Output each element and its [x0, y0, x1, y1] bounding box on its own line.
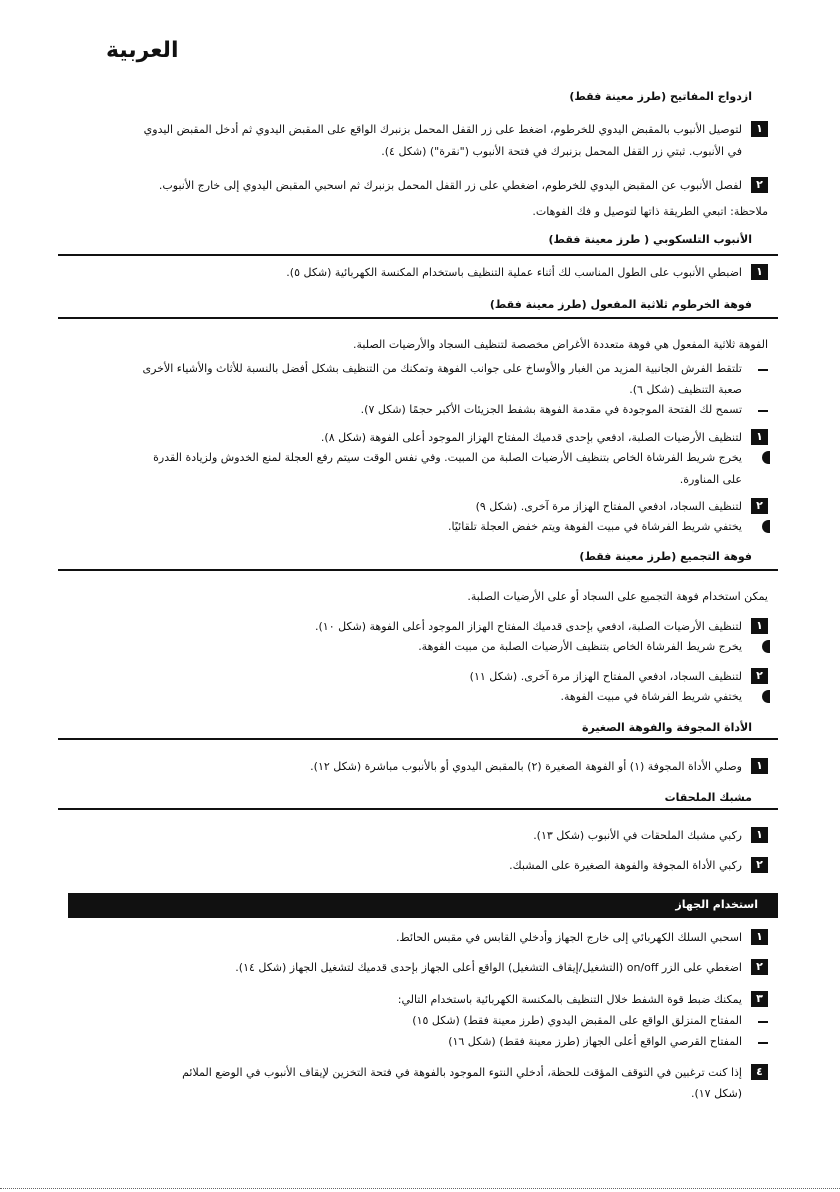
- step-text: اضبطي الأنبوب على الطول المناسب لك أثناء عملية التنظيف باستخدام المكنسة الكهربائية (شكل ٥).: [286, 266, 742, 279]
- step-text: إذا كنت ترغبين في التوقف المؤقت للحظة، أدخلي النتوء الموجود بالفوهة في فتحة التخزين لإيقاف الأنبوب في الوضع الملائم: [182, 1066, 742, 1079]
- divider: [58, 569, 778, 571]
- result-text: يخرج شريط الفرشاة الخاص بتنظيف الأرضيات الصلبة من المبيت. وفي نفس الوقت سيتم رفع العجلة لمنع الخدوش ولزيادة القدرة: [153, 451, 742, 464]
- step-number: ٣: [751, 991, 768, 1007]
- list-text: المفتاح القرصي الواقع أعلى الجهاز (طرز معينة فقط) (شكل ١٦): [448, 1035, 742, 1048]
- step-text: لتنظيف الأرضيات الصلبة، ادفعي بإحدى قدميك المفتاح الهزاز الموجود أعلى الفوهة (شكل ١٠).: [314, 620, 742, 633]
- step-number: ٢: [751, 498, 768, 514]
- step-number: ٢: [751, 668, 768, 684]
- step-number: ١: [751, 429, 768, 445]
- list-text: تسمح لك الفتحة الموجودة في مقدمة الفوهة بشفط الجزيئات الأكبر حجمًا (شكل ٧).: [360, 403, 742, 416]
- section-heading: الأنبوب التلسكوبي ( طرز معينة فقط): [548, 233, 752, 246]
- step-number: ١: [751, 121, 768, 137]
- step-number: ١: [751, 827, 768, 843]
- step-text: لتنظيف السجاد، ادفعي المفتاح الهزاز مرة آخرى. (شكل ٩): [475, 500, 742, 513]
- dash-bullet: [758, 410, 768, 412]
- paragraph: يمكن استخدام فوهة التجميع على السجاد أو على الأرضيات الصلبة.: [467, 590, 768, 603]
- page-title: العربية: [106, 38, 179, 63]
- list-text: المفتاح المنزلق الواقع على المقبض اليدوي (طرز معينة فقط) (شكل ١٥): [412, 1014, 742, 1027]
- result-text: على المناورة.: [679, 473, 742, 486]
- step-text: اضغطي على الزر on/off (التشغيل/إيقاف التشغيل) الواقع أعلى الجهاز بإحدى قدميك لتشغيل الجهاز (شكل ١٤).: [235, 961, 742, 974]
- step-number: ٤: [751, 1064, 768, 1080]
- section-heading: ازدواج المفاتيح (طرز معينة فقط): [569, 90, 752, 103]
- section-banner: [68, 893, 778, 918]
- step-text: لتنظيف الأرضيات الصلبة، ادفعي بإحدى قدميك المفتاح الهزاز الموجود أعلى الفوهة (شكل ٨).: [320, 431, 742, 444]
- divider: [58, 254, 778, 256]
- step-text: لتوصيل الأنبوب بالمقبض اليدوي للخرطوم، اضغط على زر القفل المحمل بزنبرك الواقع على المقبض اليدوي ثم أدخل المقبض اليدوي: [143, 123, 742, 136]
- step-number: ٢: [751, 857, 768, 873]
- step-text: ركبي مشبك الملحقات في الأنبوب (شكل ١٣).: [533, 829, 742, 842]
- dash-bullet: [758, 369, 768, 371]
- result-bullet-icon: [762, 640, 770, 653]
- note: ملاحظة: اتبعي الطريقة ذاتها لتوصيل و فك الفوهات.: [532, 205, 768, 218]
- step-number: ٢: [751, 177, 768, 193]
- step-text: اسحبي السلك الكهربائي إلى خارج الجهاز وأدخلي القابس في مقبس الحائط.: [396, 931, 742, 944]
- section-heading: الأداة المجوفة والفوهة الصغيرة: [582, 721, 752, 734]
- result-text: يختفي شريط الفرشاة في مبيت الفوهة ويتم خفض العجلة تلقائيًا.: [447, 520, 742, 533]
- step-number: ١: [751, 264, 768, 280]
- dash-bullet: [758, 1042, 768, 1044]
- step-number: ١: [751, 929, 768, 945]
- list-text: تلتقط الفرش الجانبية المزيد من الغبار والأوساخ على جوانب الفوهة وتمكنك من التنظيف بشكل أفضل بالنسبة للأثاث والأشياء الأخرى: [142, 362, 742, 375]
- divider: [58, 808, 778, 810]
- step-number: ١: [751, 618, 768, 634]
- step-text: في الأنبوب. ثبتي زر القفل المحمل بزنبرك في فتحة الأنبوب ("نقرة") (شكل ٤).: [381, 145, 742, 158]
- result-text: يختفي شريط الفرشاة في مبيت الفوهة.: [560, 690, 742, 703]
- step-text: وصلي الأداة المجوفة (١) أو الفوهة الصغيرة (٢) بالمقبض اليدوي أو بالأنبوب مباشرة (شكل ١٢).: [310, 760, 742, 773]
- list-text: صعبة التنظيف (شكل ٦).: [629, 383, 742, 396]
- step-text: يمكنك ضبط قوة الشفط خلال التنظيف بالمكنسة الكهربائية باستخدام التالي:: [397, 993, 742, 1006]
- result-bullet-icon: [762, 451, 770, 464]
- paragraph: الفوهة ثلاثية المفعول هي فوهة متعددة الأغراض مخصصة لتنظيف السجاد والأرضيات الصلبة.: [353, 338, 768, 351]
- divider: [58, 738, 778, 740]
- page-edge: [0, 1188, 840, 1189]
- divider: [58, 317, 778, 319]
- section-heading: فوهة الخرطوم ثلاثية المفعول (طرز معينة فقط): [489, 298, 752, 311]
- result-bullet-icon: [762, 690, 770, 703]
- step-number: ١: [751, 758, 768, 774]
- step-text: ركبي الأداة المجوفة والفوهة الصغيرة على المشبك.: [509, 859, 742, 872]
- step-text: لتنظيف السجاد، ادفعي المفتاح الهزاز مرة آخرى. (شكل ١١): [469, 670, 742, 683]
- step-text: (شكل ١٧).: [690, 1087, 742, 1100]
- step-number: ٢: [751, 959, 768, 975]
- section-heading: فوهة التجميع (طرز معينة فقط): [579, 550, 752, 563]
- step-text: لفصل الأنبوب عن المقبض اليدوي للخرطوم، اضغطي على زر القفل المحمل بزنبرك ثم اسحبي المقبض اليدوي إلى خارج الأنبوب.: [158, 179, 742, 192]
- section-heading: مشبك الملحقات: [664, 791, 752, 804]
- result-text: يخرج شريط الفرشاة الخاص بتنظيف الأرضيات الصلبة من مبيت الفوهة.: [418, 640, 742, 653]
- section-heading: استخدام الجهاز: [675, 898, 758, 911]
- dash-bullet: [758, 1021, 768, 1023]
- result-bullet-icon: [762, 520, 770, 533]
